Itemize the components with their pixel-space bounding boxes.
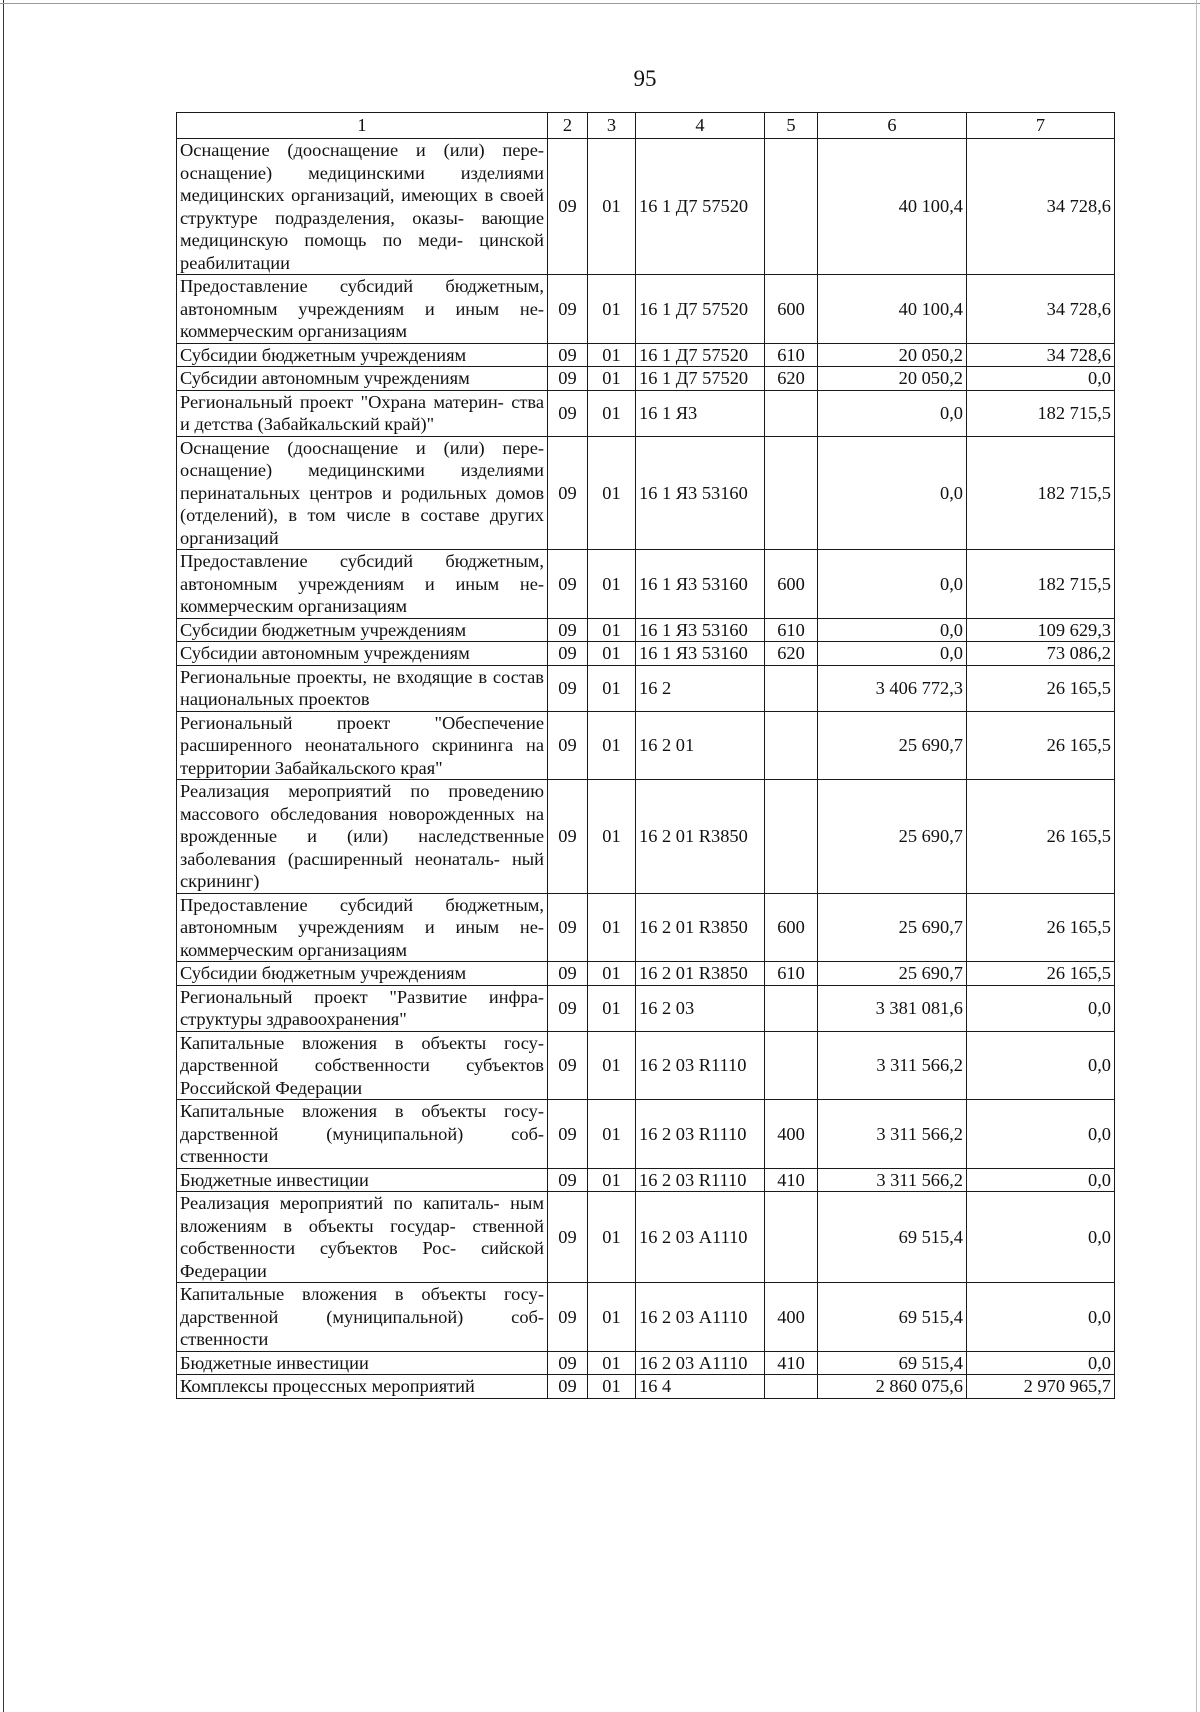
amount-column-6: 3 406 772,3 [818,665,967,711]
amount-column-7: 0,0 [967,1031,1115,1100]
column-header: 6 [818,113,967,139]
table-row [177,139,1115,275]
expenditure-name: Региональные проекты, не входящие в состав национальных проектов [177,665,548,711]
expense-type-code: 400 [765,1100,818,1169]
target-article-code: 16 2 01 R3850 [636,962,765,986]
target-article-code: 16 1 Я3 53160 [636,642,765,666]
amount-column-7: 2 970 965,7 [967,1375,1115,1399]
section-code: 09 [548,1192,588,1283]
expense-type-code [765,1031,818,1100]
table-row [177,711,1115,780]
subsection-code: 01 [588,893,636,962]
amount-column-7: 34 728,6 [967,343,1115,367]
table-row [177,962,1115,986]
column-header: 5 [765,113,818,139]
amount-column-6: 25 690,7 [818,780,967,894]
amount-column-6: 2 860 075,6 [818,1375,967,1399]
amount-column-6: 25 690,7 [818,893,967,962]
expense-type-code [765,711,818,780]
amount-column-6: 25 690,7 [818,962,967,986]
target-article-code: 16 2 03 [636,985,765,1031]
expenditure-name: Субсидии бюджетным учреждениям [177,618,548,642]
subsection-code: 01 [588,780,636,894]
subsection-code: 01 [588,1375,636,1399]
table-row [177,1168,1115,1192]
target-article-code: 16 2 03 R1110 [636,1031,765,1100]
amount-column-7: 0,0 [967,1283,1115,1352]
amount-column-6: 0,0 [818,642,967,666]
expense-type-code [765,985,818,1031]
amount-column-6: 40 100,4 [818,275,967,344]
expense-type-code: 610 [765,618,818,642]
amount-column-7: 0,0 [967,1351,1115,1375]
table-row [177,1375,1115,1399]
amount-column-6: 0,0 [818,390,967,436]
expenditure-name: Реализация мероприятий по проведению массового обследования новорожденных на врожденные и (или) наследственные заболевания (расширенный неонаталь- ный скрининг) [177,780,548,894]
expense-type-code [765,139,818,275]
header-row [177,113,1115,139]
amount-column-7: 26 165,5 [967,962,1115,986]
section-code: 09 [548,1031,588,1100]
amount-column-6: 3 311 566,2 [818,1168,967,1192]
table-row [177,1351,1115,1375]
table-row [177,1031,1115,1100]
expense-type-code: 600 [765,893,818,962]
section-code: 09 [548,436,588,550]
expenditure-name: Капитальные вложения в объекты госу- дарственной (муниципальной) соб- ственности [177,1283,548,1352]
subsection-code: 01 [588,1168,636,1192]
table-row [177,343,1115,367]
target-article-code: 16 1 Д7 57520 [636,275,765,344]
amount-column-6: 3 311 566,2 [818,1031,967,1100]
amount-column-6: 40 100,4 [818,139,967,275]
target-article-code: 16 1 Я3 [636,390,765,436]
section-code: 09 [548,642,588,666]
amount-column-7: 0,0 [967,1168,1115,1192]
expenditure-name: Оснащение (дооснащение и (или) пере- оснащение) медицинскими изделиями медицинских организаций, имеющих в своей структуре подразделения, оказы- вающие медицинскую помощь по меди- цинской реабилитации [177,139,548,275]
target-article-code: 16 1 Я3 53160 [636,436,765,550]
section-code: 09 [548,1283,588,1352]
section-code: 09 [548,780,588,894]
amount-column-6: 20 050,2 [818,367,967,391]
amount-column-7: 34 728,6 [967,139,1115,275]
expense-type-code: 400 [765,1283,818,1352]
target-article-code: 16 2 01 [636,711,765,780]
section-code: 09 [548,1351,588,1375]
target-article-code: 16 2 01 R3850 [636,893,765,962]
section-code: 09 [548,1100,588,1169]
column-header: 2 [548,113,588,139]
amount-column-6: 20 050,2 [818,343,967,367]
section-code: 09 [548,390,588,436]
expenditure-name: Капитальные вложения в объекты госу- дарственной (муниципальной) соб- ственности [177,1100,548,1169]
table-row [177,275,1115,344]
subsection-code: 01 [588,665,636,711]
subsection-code: 01 [588,618,636,642]
subsection-code: 01 [588,139,636,275]
column-header: 7 [967,113,1115,139]
amount-column-6: 0,0 [818,436,967,550]
amount-column-7: 0,0 [967,1100,1115,1169]
section-code: 09 [548,343,588,367]
amount-column-6: 3 311 566,2 [818,1100,967,1169]
subsection-code: 01 [588,275,636,344]
amount-column-7: 109 629,3 [967,618,1115,642]
section-code: 09 [548,550,588,619]
expenditure-name: Капитальные вложения в объекты госу- дарственной собственности субъектов Российской Федерации [177,1031,548,1100]
expense-type-code [765,1192,818,1283]
section-code: 09 [548,618,588,642]
amount-column-6: 0,0 [818,618,967,642]
subsection-code: 01 [588,962,636,986]
table-body [177,139,1115,1399]
subsection-code: 01 [588,390,636,436]
target-article-code: 16 2 [636,665,765,711]
table-row [177,367,1115,391]
column-header: 1 [177,113,548,139]
expenditure-name: Субсидии бюджетным учреждениям [177,343,548,367]
subsection-code: 01 [588,550,636,619]
subsection-code: 01 [588,985,636,1031]
expenditure-name: Оснащение (дооснащение и (или) пере- оснащение) медицинскими изделиями перинатальных центров и родильных домов (отделений), в том числе в составе других организаций [177,436,548,550]
target-article-code: 16 2 03 А1110 [636,1192,765,1283]
amount-column-7: 26 165,5 [967,893,1115,962]
expense-type-code: 620 [765,367,818,391]
table-row [177,1192,1115,1283]
subsection-code: 01 [588,367,636,391]
subsection-code: 01 [588,1100,636,1169]
target-article-code: 16 2 03 А1110 [636,1351,765,1375]
column-header: 3 [588,113,636,139]
target-article-code: 16 1 Я3 53160 [636,550,765,619]
amount-column-7: 73 086,2 [967,642,1115,666]
expense-type-code: 410 [765,1351,818,1375]
subsection-code: 01 [588,436,636,550]
amount-column-6: 3 381 081,6 [818,985,967,1031]
subsection-code: 01 [588,1031,636,1100]
amount-column-6: 69 515,4 [818,1351,967,1375]
expense-type-code: 600 [765,550,818,619]
section-code: 09 [548,665,588,711]
amount-column-7: 182 715,5 [967,390,1115,436]
expenditure-name: Субсидии бюджетным учреждениям [177,962,548,986]
section-code: 09 [548,1168,588,1192]
column-header: 4 [636,113,765,139]
expense-type-code [765,780,818,894]
table-row [177,1100,1115,1169]
amount-column-7: 0,0 [967,367,1115,391]
expenditure-name: Региональный проект "Охрана материн- ства и детства (Забайкальский край)" [177,390,548,436]
amount-column-7: 34 728,6 [967,275,1115,344]
table-row [177,780,1115,894]
target-article-code: 16 1 Я3 53160 [636,618,765,642]
target-article-code: 16 4 [636,1375,765,1399]
expense-type-code [765,1375,818,1399]
section-code: 09 [548,139,588,275]
section-code: 09 [548,275,588,344]
expense-type-code [765,390,818,436]
target-article-code: 16 1 Д7 57520 [636,343,765,367]
amount-column-7: 26 165,5 [967,780,1115,894]
expense-type-code [765,665,818,711]
expenditure-name: Предоставление субсидий бюджетным, автономным учреждениям и иным не- коммерческим организациям [177,893,548,962]
expenditure-name: Бюджетные инвестиции [177,1168,548,1192]
amount-column-7: 26 165,5 [967,665,1115,711]
section-code: 09 [548,985,588,1031]
expenditure-name: Субсидии автономным учреждениям [177,642,548,666]
target-article-code: 16 1 Д7 57520 [636,367,765,391]
table-row [177,550,1115,619]
table-row [177,985,1115,1031]
target-article-code: 16 1 Д7 57520 [636,139,765,275]
table-row [177,642,1115,666]
expense-type-code: 410 [765,1168,818,1192]
table-row [177,618,1115,642]
section-code: 09 [548,893,588,962]
amount-column-7: 182 715,5 [967,436,1115,550]
amount-column-6: 69 515,4 [818,1192,967,1283]
expenditure-name: Комплексы процессных мероприятий [177,1375,548,1399]
amount-column-7: 0,0 [967,1192,1115,1283]
subsection-code: 01 [588,1283,636,1352]
expenditure-name: Региональный проект "Обеспечение расширенного неонатального скрининга на территории Забайкальского края" [177,711,548,780]
page-number: 95 [633,66,657,91]
amount-column-7: 182 715,5 [967,550,1115,619]
amount-column-7: 0,0 [967,985,1115,1031]
amount-column-7: 26 165,5 [967,711,1115,780]
expenditure-name: Бюджетные инвестиции [177,1351,548,1375]
expenditure-name: Предоставление субсидий бюджетным, автономным учреждениям и иным не- коммерческим организациям [177,550,548,619]
expenditure-name: Субсидии автономным учреждениям [177,367,548,391]
subsection-code: 01 [588,711,636,780]
target-article-code: 16 2 01 R3850 [636,780,765,894]
expenditure-name: Предоставление субсидий бюджетным, автономным учреждениям и иным не- коммерческим организациям [177,275,548,344]
expenditure-name: Реализация мероприятий по капиталь- ным вложениям в объекты государ- ственной собственности субъектов Рос- сийской Федерации [177,1192,548,1283]
table-row [177,390,1115,436]
scan-edge-top [0,3,1200,4]
expense-type-code: 610 [765,343,818,367]
budget-table [176,112,1115,1399]
target-article-code: 16 2 03 R1110 [636,1168,765,1192]
scan-edge-left [3,0,4,1712]
subsection-code: 01 [588,343,636,367]
section-code: 09 [548,1375,588,1399]
expense-type-code [765,436,818,550]
subsection-code: 01 [588,1351,636,1375]
amount-column-6: 0,0 [818,550,967,619]
expense-type-code: 620 [765,642,818,666]
section-code: 09 [548,367,588,391]
table-row [177,893,1115,962]
table-row [177,1283,1115,1352]
section-code: 09 [548,962,588,986]
expense-type-code: 610 [765,962,818,986]
amount-column-6: 69 515,4 [818,1283,967,1352]
subsection-code: 01 [588,642,636,666]
subsection-code: 01 [588,1192,636,1283]
scan-edge-right [1196,0,1197,1712]
expense-type-code: 600 [765,275,818,344]
expenditure-name: Региональный проект "Развитие инфра- структуры здравоохранения" [177,985,548,1031]
target-article-code: 16 2 03 R1110 [636,1100,765,1169]
section-code: 09 [548,711,588,780]
table-row [177,665,1115,711]
table-row [177,436,1115,550]
amount-column-6: 25 690,7 [818,711,967,780]
target-article-code: 16 2 03 А1110 [636,1283,765,1352]
